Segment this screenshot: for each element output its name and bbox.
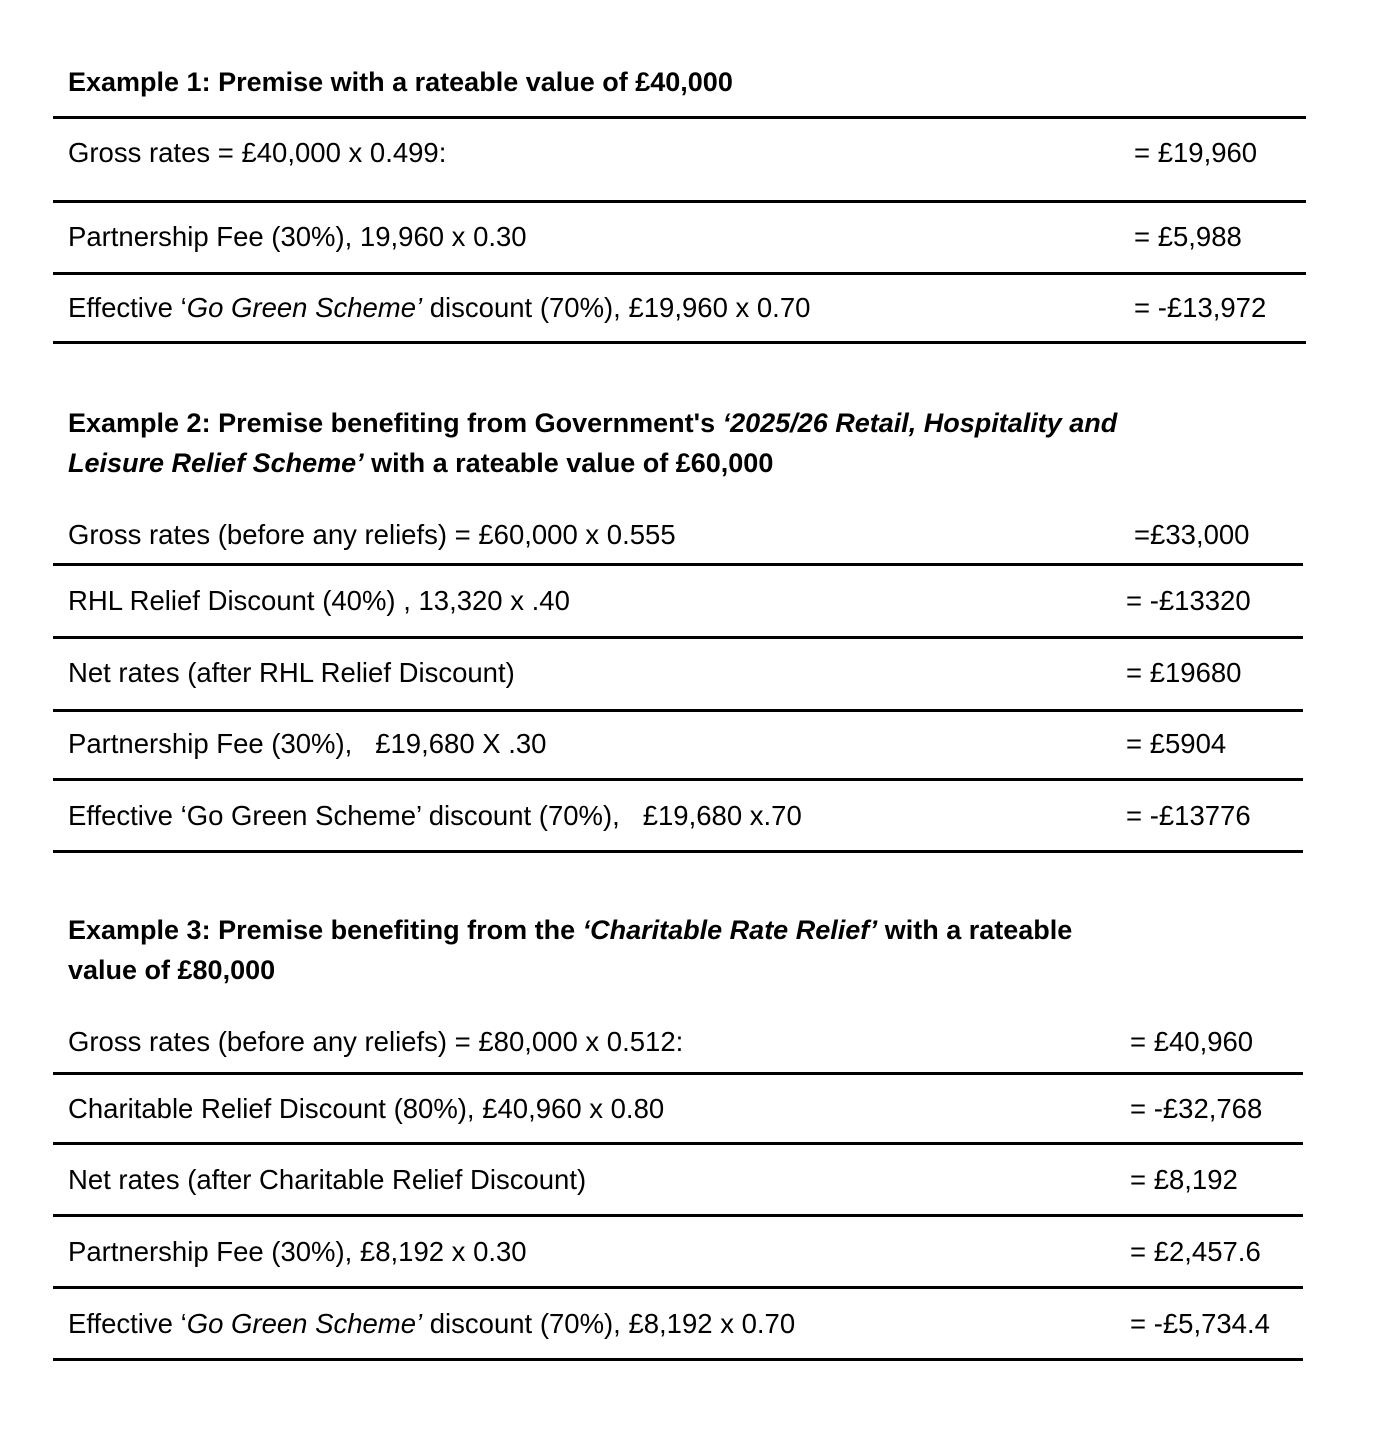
example-2-net-rates-value: = £19680 [1126,657,1242,688]
example-2-rhl-discount-value: = -£13320 [1126,585,1251,616]
example-1-heading: Example 1: Premise with a rateable value of £40,000 [68,67,733,97]
example-2-gross-rates-value: =£33,000 [1134,519,1250,550]
example-1-partnership-fee-value: = £5,988 [1134,221,1242,252]
example-3-net-rates-label: Net rates (after Charitable Relief Discount) [68,1164,587,1195]
example-2-gross-rates-label: Gross rates (before any reliefs) = £60,000 x 0.555 [68,519,676,550]
table-rule [53,709,1303,712]
example-2-go-green-value: = -£13776 [1126,800,1251,831]
table-rule [53,341,1306,344]
example-2-rhl-discount-label: RHL Relief Discount (40%) , 13,320 x .40 [68,585,570,616]
example-3-charitable-discount-value: = -£32,768 [1130,1093,1263,1124]
table-rule [53,1142,1303,1145]
example-1-go-green-label: Effective ‘Go Green Scheme’ discount (70%), £19,960 x 0.70 [68,292,811,323]
table-rule [53,563,1303,566]
example-3-heading: Example 3: Premise benefiting from the ‘Charitable Rate Relief’ with a rateable value of £80,000 [68,915,1073,985]
example-1-gross-rates-label: Gross rates = £40,000 x 0.499: [68,137,447,168]
example-1-gross-rates-value: = £19,960 [1134,137,1258,168]
example-1-go-green-value: = -£13,972 [1134,292,1267,323]
table-rule [53,116,1306,119]
example-3-partnership-fee-label: Partnership Fee (30%), £8,192 x 0.30 [68,1236,527,1267]
table-rule [53,1286,1303,1289]
example-3-gross-rates-label: Gross rates (before any reliefs) = £80,000 x 0.512: [68,1026,684,1057]
table-rule [53,1072,1303,1075]
table-rule [53,272,1306,275]
table-rule [53,778,1303,781]
example-2-partnership-fee-value: = £5904 [1126,728,1227,759]
table-rule [53,200,1306,203]
example-3-gross-rates-value: = £40,960 [1130,1026,1254,1057]
example-1-partnership-fee-label: Partnership Fee (30%), 19,960 x 0.30 [68,221,527,252]
table-rule [53,636,1303,639]
table-rule [53,850,1303,853]
example-2-heading: Example 2: Premise benefiting from Government's ‘2025/26 Retail, Hospitality and Leisure Relief Scheme’ with a rateable value of £60,000 [68,408,1118,478]
table-rule [53,1214,1303,1217]
example-2-partnership-fee-label: Partnership Fee (30%), £19,680 X .30 [68,728,547,759]
example-3-go-green-value: = -£5,734.4 [1130,1308,1270,1339]
example-2-net-rates-label: Net rates (after RHL Relief Discount) [68,657,515,688]
example-3-go-green-label: Effective ‘Go Green Scheme’ discount (70%), £8,192 x 0.70 [68,1308,796,1339]
example-3-net-rates-value: = £8,192 [1130,1164,1238,1195]
example-2-go-green-label: Effective ‘Go Green Scheme’ discount (70%), £19,680 x.70 [68,800,802,831]
example-3-charitable-discount-label: Charitable Relief Discount (80%), £40,960 x 0.80 [68,1093,665,1124]
example-3-partnership-fee-value: = £2,457.6 [1130,1236,1261,1267]
table-rule [53,1358,1303,1361]
